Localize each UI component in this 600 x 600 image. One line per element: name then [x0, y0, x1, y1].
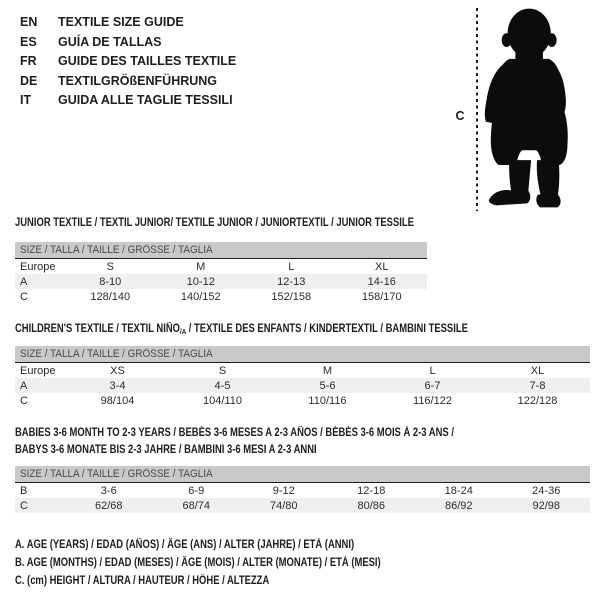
row-label: C [20, 499, 28, 512]
size-header-bar: SIZE / TALLA / TAILLE / GRÖSSE / TAGLIA [15, 242, 427, 259]
language-code: DE [20, 73, 38, 88]
row-label: C [20, 290, 28, 303]
height-value: 122/128 [517, 394, 558, 407]
row-label: Europe [20, 364, 56, 377]
age-value: 9-12 [272, 484, 295, 497]
age-value: 3-6 [100, 484, 117, 497]
height-value: 98/104 [100, 394, 135, 407]
height-value: 128/140 [90, 290, 131, 303]
table-row-height [15, 289, 427, 304]
size-value: S [218, 364, 227, 377]
row-label: A [20, 379, 28, 392]
footnotes [15, 536, 461, 590]
junior-table-title: JUNIOR TEXTILE / TEXTIL JUNIOR/ TEXTILE JUNIOR / JUNIORTEXTIL / JUNIOR TESSILE [15, 217, 414, 229]
language-row-en [20, 13, 440, 33]
age-value: 14-16 [367, 275, 396, 288]
table-row-europe [15, 363, 590, 378]
age-value: 8-10 [99, 275, 122, 288]
size-header-bar: SIZE / TALLA / TAILLE / GRÖSSE / TAGLIA [15, 346, 590, 363]
height-value: 140/152 [180, 290, 221, 303]
height-value: 80/86 [357, 499, 386, 512]
height-value: 110/116 [308, 394, 347, 407]
age-value: 12-18 [357, 484, 386, 497]
language-row-fr [20, 52, 440, 72]
table-row-height [15, 393, 590, 408]
language-label: TEXTILE SIZE GUIDE [58, 15, 184, 29]
footnote-c: C. (cm) HEIGHT / ALTURA / HAUTEUR / HÖHE / ALTEZZA [15, 575, 270, 587]
height-value: 92/98 [532, 499, 561, 512]
age-value: 5-6 [319, 379, 336, 392]
row-label: Europe [20, 260, 56, 273]
row-label: A [20, 275, 28, 288]
language-label: GUIDA ALLE TAGLIE TESSILI [58, 93, 233, 107]
language-code: ES [20, 34, 37, 49]
size-value: M [196, 260, 206, 273]
baby-figure [480, 4, 598, 212]
age-value: 6-9 [188, 484, 205, 497]
size-value: L [429, 364, 436, 377]
language-row-it [20, 91, 440, 111]
baby-silhouette-icon [480, 4, 598, 212]
language-code: EN [20, 15, 38, 29]
height-value: 152/158 [271, 290, 312, 303]
height-marker-label: C [455, 109, 465, 123]
size-value: XL [375, 260, 389, 273]
height-dashed-line [476, 8, 478, 211]
language-row-es [20, 33, 440, 53]
age-value: 10-12 [186, 275, 215, 288]
children-table [15, 346, 590, 408]
language-code: IT [20, 93, 32, 107]
size-value: S [106, 260, 114, 273]
height-value: 68/74 [182, 499, 211, 512]
age-value: 4-5 [214, 379, 231, 392]
height-value: 158/170 [361, 290, 402, 303]
size-value: XL [530, 364, 545, 377]
height-value: 86/92 [444, 499, 473, 512]
language-row-de [20, 72, 440, 92]
language-code: FR [20, 54, 37, 68]
size-header-bar: SIZE / TALLA / TAILLE / GRÖSSE / TAGLIA [15, 466, 590, 483]
row-label: C [20, 394, 28, 407]
age-value: 6-7 [424, 379, 441, 392]
table-row-age [15, 274, 427, 289]
height-value: 116/122 [413, 394, 452, 407]
size-value: L [288, 260, 295, 273]
table-row-height [15, 498, 590, 513]
table-row-age-months [15, 483, 590, 498]
age-value: 18-24 [444, 484, 473, 497]
babies-table [15, 466, 590, 513]
height-value: 104/110 [203, 394, 242, 407]
age-value: 12-13 [277, 275, 306, 288]
footnote-b: B. AGE (MONTHS) / EDAD (MESES) / ÂGE (MOIS) / ALTER (MONATE) / ETÀ (MESI) [15, 557, 381, 569]
age-value: 24-36 [532, 484, 561, 497]
children-table-title: CHILDREN'S TEXTILE / TEXTIL NIÑO/A / TEXTILE DES ENFANTS / KINDERTEXTIL / BAMBINI TESSILE [15, 323, 468, 336]
language-label: GUIDE DES TAILLES TEXTILE [58, 54, 237, 68]
height-value: 62/68 [94, 499, 123, 512]
row-label: B [20, 484, 28, 497]
size-value: M [322, 364, 333, 377]
height-value: 74/80 [269, 499, 298, 512]
age-value: 3-4 [109, 379, 126, 392]
size-value: XS [110, 364, 125, 377]
language-label: GUÍA DE TALLAS [58, 34, 162, 49]
junior-table [15, 242, 427, 304]
title-subscript: /A [180, 327, 187, 336]
table-row-europe [15, 259, 427, 274]
language-label: TEXTILGRÖßENFÜHRUNG [58, 73, 218, 88]
footnote-a: A. AGE (YEARS) / EDAD (AÑOS) / ÂGE (ANS) / ALTER (JAHRE) / ETÀ (ANNI) [15, 539, 355, 551]
age-value: 7-8 [529, 379, 546, 392]
language-list [20, 13, 440, 111]
table-row-age [15, 378, 590, 393]
babies-table-title: BABIES 3-6 MONTH TO 2-3 YEARS / BEBÉS 3-6 MESES A 2-3 AÑOS / BÉBÉS 3-6 MOIS À 2-3 ANS / BABYS 3-6 MONATE BIS 2-3 JAHRE / BAMBINI 3-6 MESI A 2-3 ANNI [15, 427, 454, 456]
